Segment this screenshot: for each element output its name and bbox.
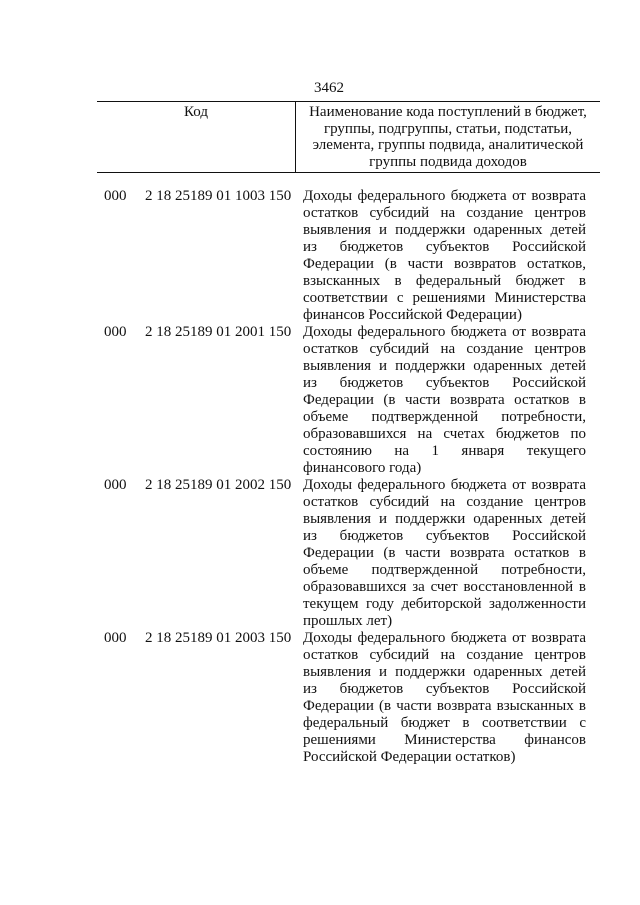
name-column-header: Наименование кода поступлений в бюджет, группы, подгруппы, статьи, подстатьи, элемента, группы подвида, аналитической группы подвида доходов xyxy=(309,104,587,170)
revenue-description: Доходы федерального бюджета от возврата остатков субсидий на создание центров выявления и поддержки одаренных детей из бюджетов субъектов Российской Федерации (в части возвратов остатков, взысканных в федеральный бюджет в соответствии с решениями Министерства финансов Российской Федерации) xyxy=(303,188,586,323)
revenue-code: 2 18 25189 01 2001 150 xyxy=(145,324,292,340)
admin-code: 000 xyxy=(104,477,127,493)
revenue-description: Доходы федерального бюджета от возврата остатков субсидий на создание центров выявления и поддержки одаренных детей из бюджетов субъектов Российской Федерации (в части возврата остатков в объеме подтвержденной потребности, образовавшихся на счетах бюджетов по состоянию на 1 января текущего финансового года) xyxy=(303,324,586,476)
admin-code: 000 xyxy=(104,188,127,204)
table-row xyxy=(104,188,594,324)
table-row xyxy=(104,324,594,477)
admin-code: 000 xyxy=(104,324,127,340)
table-body xyxy=(104,188,594,766)
revenue-code: 2 18 25189 01 2003 150 xyxy=(145,630,292,646)
table-header xyxy=(97,101,600,173)
table-row xyxy=(104,630,594,766)
admin-code: 000 xyxy=(104,630,127,646)
code-column-header: Код xyxy=(97,102,296,172)
table-row xyxy=(104,477,594,630)
page-number: 3462 xyxy=(314,80,344,96)
revenue-description: Доходы федерального бюджета от возврата остатков субсидий на создание центров выявления и поддержки одаренных детей из бюджетов субъектов Российской Федерации (в части возврата остатков в объеме подтвержденной потребности, образовавшихся за счет восстановленной в текущем году дебиторской задолженности прошлых лет) xyxy=(303,477,586,629)
revenue-code: 2 18 25189 01 2002 150 xyxy=(145,477,292,493)
revenue-description: Доходы федерального бюджета от возврата остатков субсидий на создание центров выявления и поддержки одаренных детей из бюджетов субъектов Российской Федерации (в части возврата взысканных в федеральный бюджет в соответствии с решениями Министерства финансов Российской Федерации остатков) xyxy=(303,630,586,765)
revenue-code: 2 18 25189 01 1003 150 xyxy=(145,188,292,204)
